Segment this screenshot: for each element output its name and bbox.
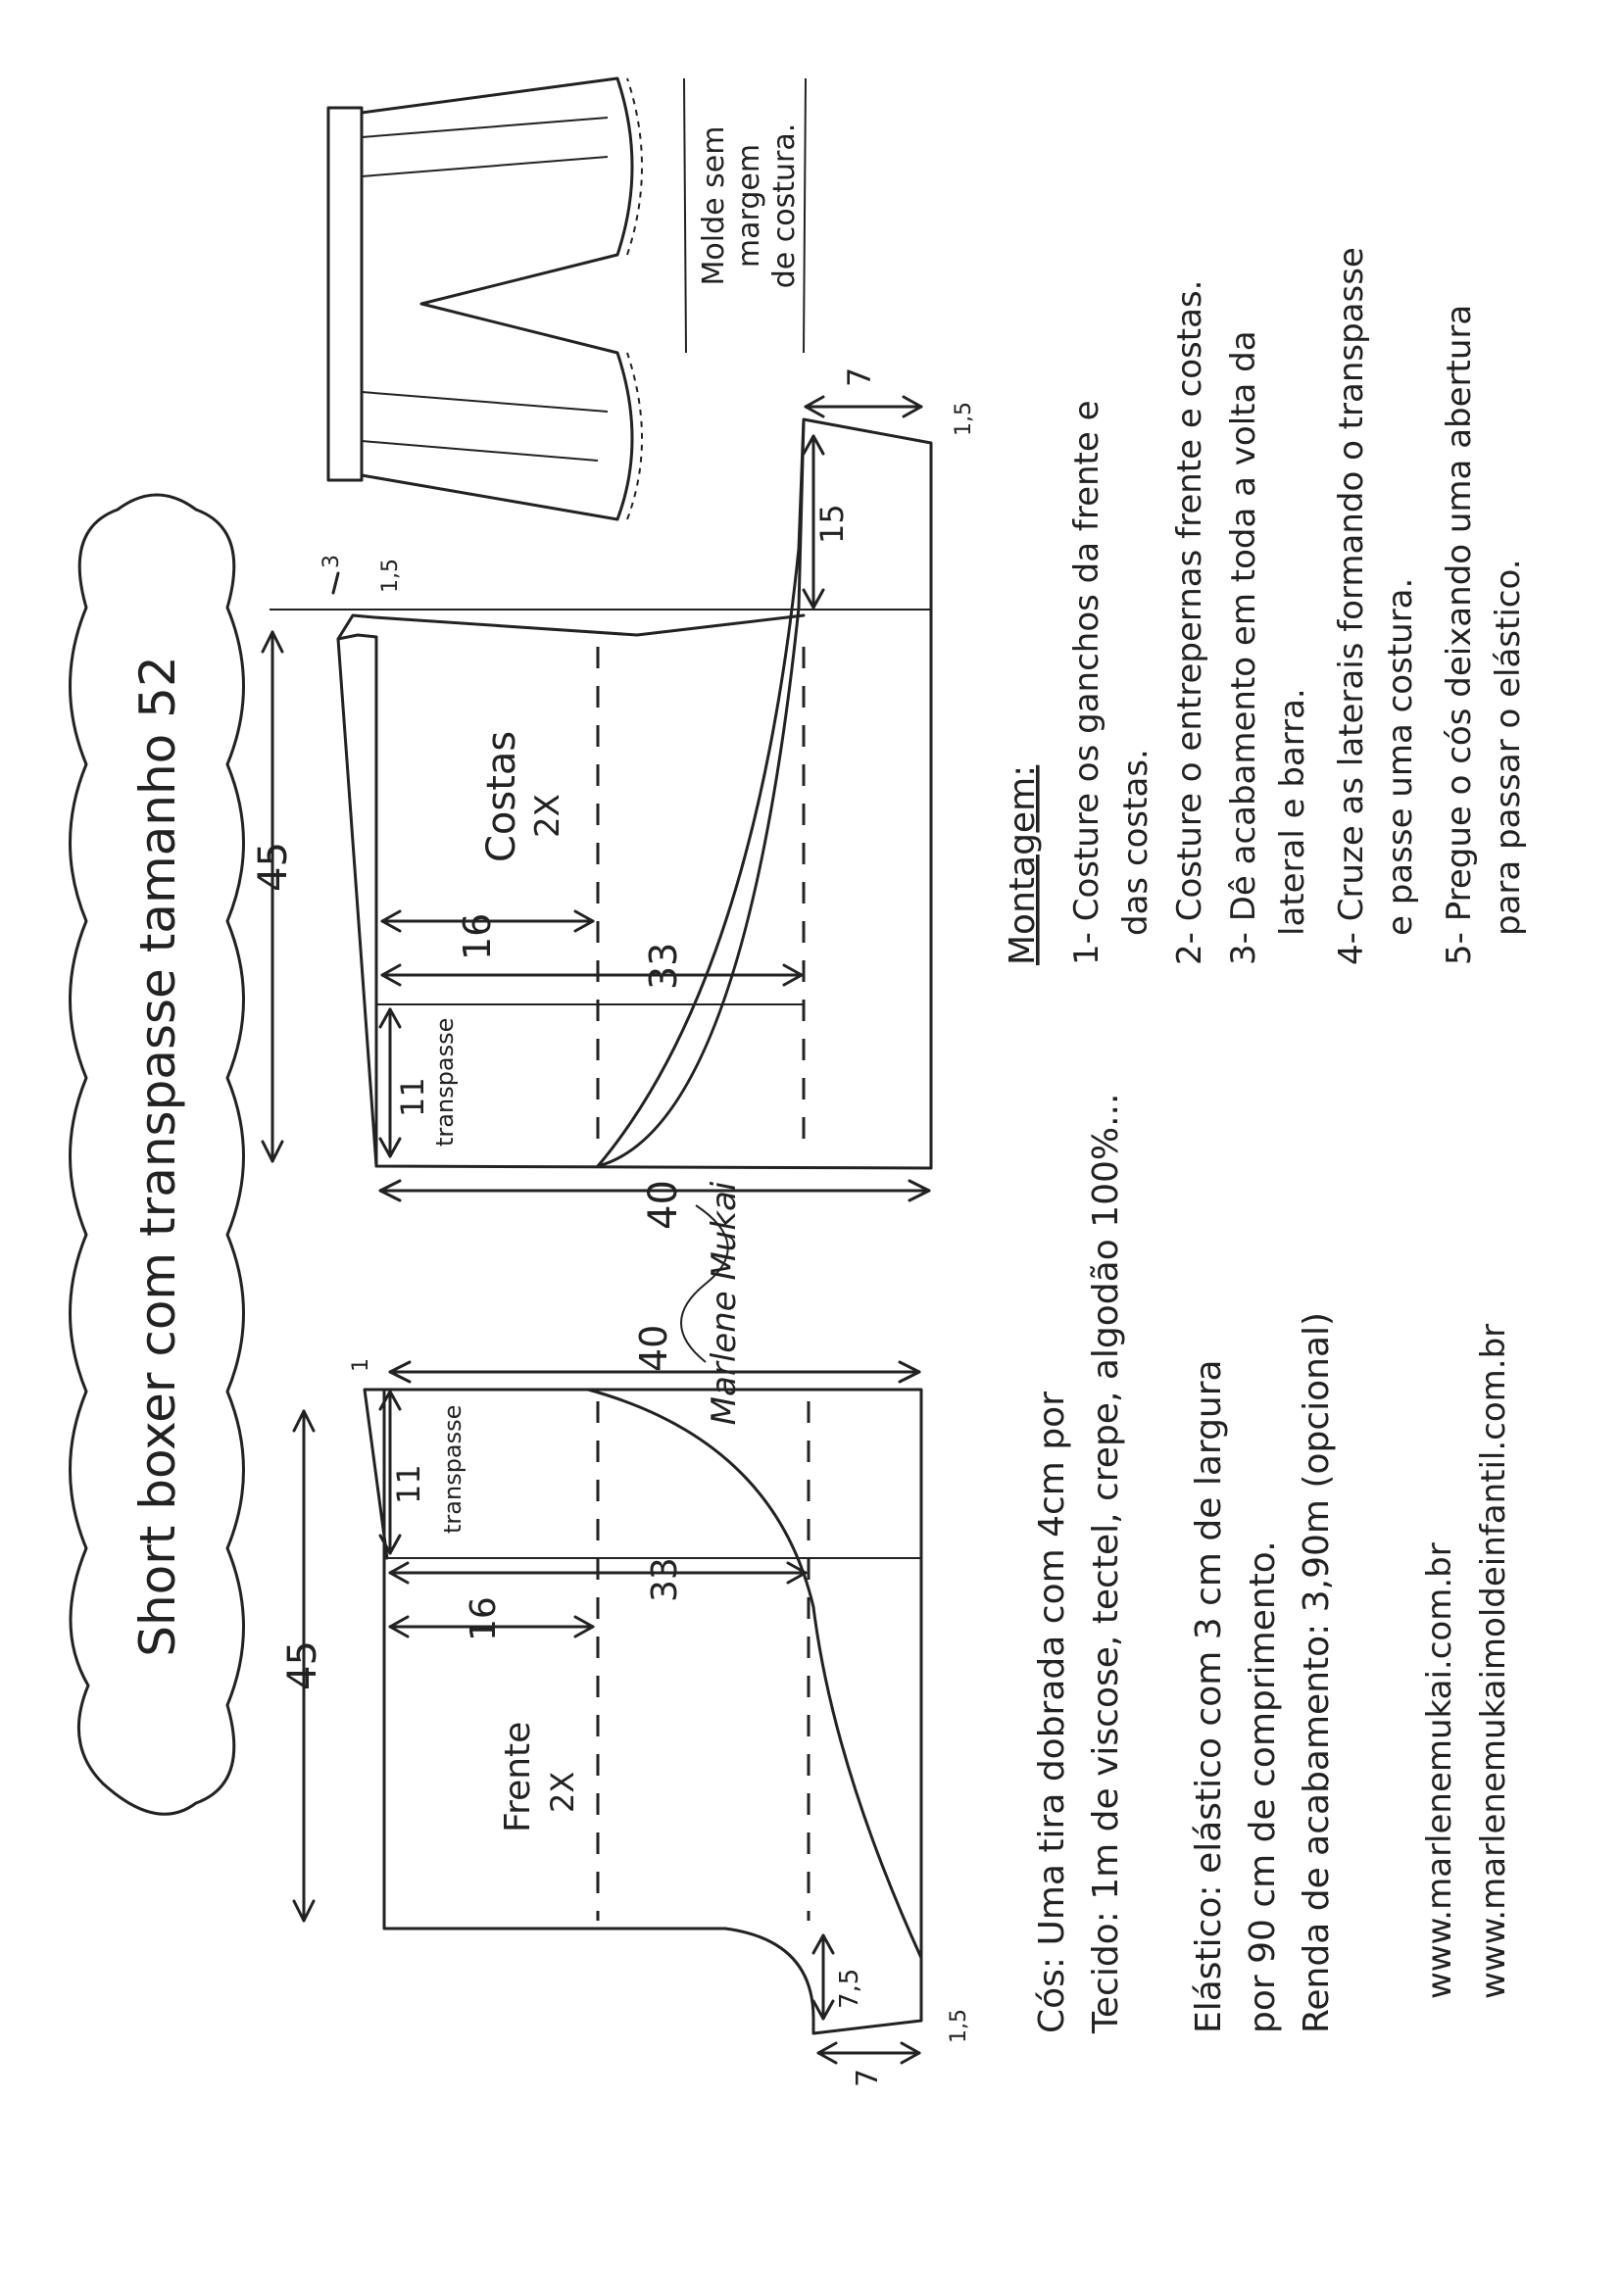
back-transpasse-width-value: 11 xyxy=(394,1077,431,1117)
front-transpasse-depth-value: 16 xyxy=(464,1596,504,1641)
front-piece xyxy=(280,1325,971,2087)
montagem-step-5b: para passar o elástico. xyxy=(1489,559,1528,936)
montagem-step-4b: e passe uma costura. xyxy=(1381,577,1420,936)
montagem-step-1b: das costas. xyxy=(1116,749,1155,936)
front-crotch-curve xyxy=(588,1390,921,1958)
note-line-bottom xyxy=(804,78,806,353)
note-line-3: de costura. xyxy=(767,122,802,289)
note-line-top xyxy=(684,78,686,353)
materials-block xyxy=(1032,1094,1337,2034)
back-hem-step-value: 1,5 xyxy=(952,402,976,436)
page-title: Short boxer com transpasse tamanho 52 xyxy=(129,656,186,1657)
materials-elastico-1: Elástico: elástico com 3 cm de largura xyxy=(1189,1359,1229,2033)
front-piece-label: Frente xyxy=(498,1721,538,1832)
note-line-1: Molde sem xyxy=(697,125,731,286)
montagem-step-3b: lateral e barra. xyxy=(1273,688,1312,936)
front-length-value: 45 xyxy=(280,1640,325,1690)
front-transpasse-width-value: 11 xyxy=(390,1464,427,1504)
montagem-step-1a: 1- Costure os ganchos da frente e xyxy=(1067,400,1106,965)
sketch-lace-trim xyxy=(627,78,642,519)
materials-cos: Cós: Uma tira dobrada com 4cm por xyxy=(1032,1392,1072,2033)
website-1: www.marlenemukai.com.br xyxy=(1420,1542,1459,1999)
websites-block xyxy=(1420,1324,1513,1999)
back-piece-label: Costas xyxy=(479,730,524,862)
sketch-waistband xyxy=(328,108,362,480)
montagem-heading: Montagem: xyxy=(1003,764,1043,965)
seam-note xyxy=(684,78,806,353)
montagem-step-4a: 4- Cruze as laterais formando o transpasse xyxy=(1332,247,1371,965)
back-crotch-depth-value: 33 xyxy=(642,942,685,990)
back-crotch-ext-value: 7 xyxy=(841,366,878,387)
title-group xyxy=(71,495,244,1814)
materials-renda: Renda de acabamento: 3,90m (opcional) xyxy=(1297,1311,1337,2033)
back-crotch-rise-value: 15 xyxy=(813,504,851,544)
signature: Marlene Mukai xyxy=(705,1181,744,1426)
back-waist-raise-arrow xyxy=(333,573,338,593)
back-length-value: 45 xyxy=(251,842,296,892)
montagem-step-3a: 3- Dê acabamento em toda a volta da xyxy=(1224,330,1263,965)
note-line-2: margem xyxy=(732,143,766,269)
front-piece-count: 2X xyxy=(544,1771,581,1813)
front-crotch-rise-value: 7,5 xyxy=(835,1968,864,2009)
back-transpasse-label: transpasse xyxy=(431,1017,459,1147)
back-waist-step-value: 1,5 xyxy=(378,559,403,593)
front-transpasse-label: transpasse xyxy=(439,1404,467,1534)
front-waist-raise-value: 1 xyxy=(349,1358,373,1372)
materials-elastico-2: por 90 cm de comprimento. xyxy=(1243,1540,1283,2033)
montagem-step-5a: 5- Pregue o cós deixando uma abertura xyxy=(1440,304,1479,965)
sketch-legs xyxy=(362,78,632,519)
front-width-value: 40 xyxy=(632,1324,675,1372)
back-transpasse-depth-value: 16 xyxy=(456,912,499,960)
back-crotch-curve xyxy=(598,421,804,1166)
front-crotch-depth-value: 33 xyxy=(645,1557,685,1602)
back-width-value: 40 xyxy=(641,1180,686,1230)
back-waist-raise-value: 3 xyxy=(319,555,344,568)
back-piece xyxy=(251,367,976,1230)
materials-tecido: Tecido: 1m de viscose, tectel, crepe, algodão 100%... xyxy=(1086,1093,1126,2033)
montagem-step-2: 2- Costure o entrepernas frente e costas. xyxy=(1170,279,1209,965)
shorts-sketch xyxy=(328,78,642,519)
website-2: www.marlenemukaimoldeinfantil.com.br xyxy=(1474,1323,1513,1999)
front-crotch-ext-value: 7 xyxy=(851,2068,885,2087)
back-waist-top xyxy=(338,615,804,639)
front-hem-step-value: 1,5 xyxy=(947,2009,971,2043)
back-piece-count: 2X xyxy=(528,794,567,838)
montagem-block xyxy=(1003,247,1528,965)
